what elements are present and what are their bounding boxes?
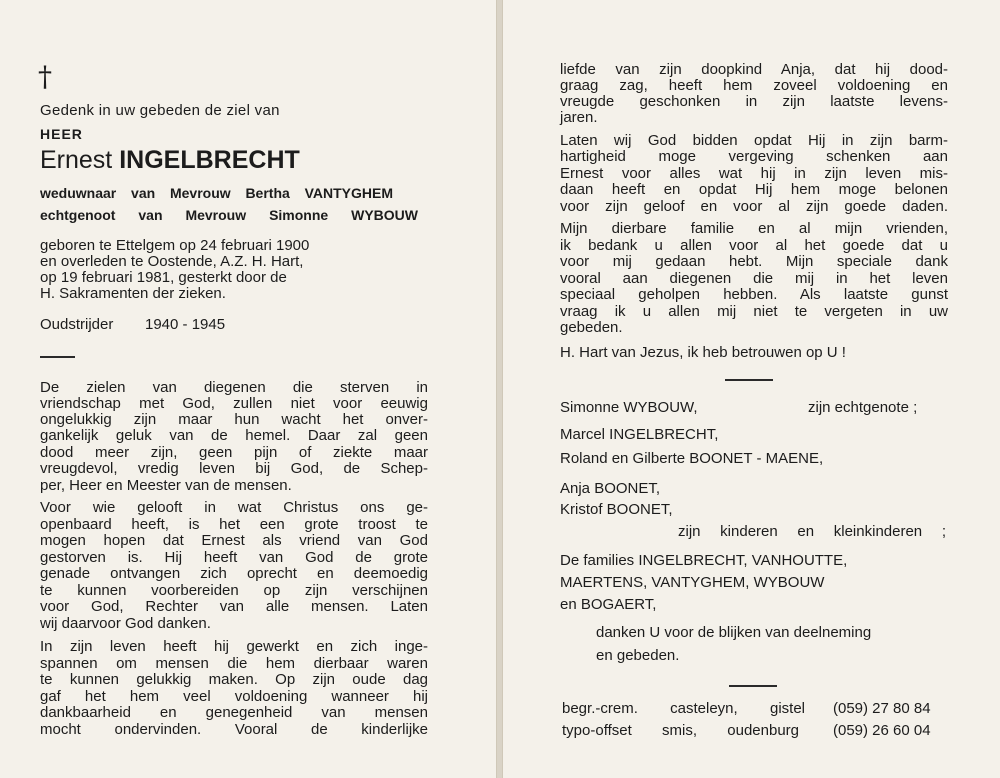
- text-line: jaren.: [560, 109, 598, 126]
- family-line: De families INGELBRECHT, VANHOUTTE,: [560, 552, 848, 569]
- text-line: mogen hopen dat Ernest als vriend van God: [40, 532, 428, 549]
- gedenk-line: Gedenk in uw gebeden de ziel van: [40, 102, 280, 119]
- printer-phone: (059) 27 80 84: [833, 700, 931, 717]
- text-line: mocht ondervinden. Vooral de kinderlijke: [40, 721, 428, 738]
- text-line: voor zijn geloof en voor al zijn goede daden.: [560, 198, 948, 215]
- text-line: De zielen van diegenen die sterven in: [40, 379, 428, 396]
- text-line: liefde van zijn doopkind Anja, dat hij dood-: [560, 61, 948, 78]
- text-line: vriendschap met God, zullen niet voor eeuwig: [40, 395, 428, 412]
- deceased-name: [40, 146, 300, 174]
- right-page: [502, 0, 1000, 778]
- spouse-name: Simonne WYBOUW,: [560, 399, 698, 416]
- text-line: Laten wij God bidden opdat Hij in zijn barm-: [560, 132, 948, 149]
- text-line: graag zag, heeft hem zoveel voldoening en: [560, 77, 948, 94]
- text-line: dood meer zijn, geen pijn of ziekte maar: [40, 444, 428, 461]
- text-line: ik bedank u allen voor al het goede dat u: [560, 237, 948, 254]
- printer-phone: (059) 26 60 04: [833, 722, 931, 739]
- text-line: dankbaarheid en genegenheid van mensen: [40, 704, 428, 721]
- child-line: Marcel INGELBRECHT,: [560, 426, 719, 443]
- text-line: In zijn leven heeft hij gewerkt en zich inge-: [40, 638, 428, 655]
- thanks-line: en gebeden.: [596, 647, 680, 664]
- text-line: te kunnen gelukkig maken. Op zijn oude dag: [40, 671, 428, 688]
- first-name: Ernest: [40, 146, 113, 174]
- text-line: Ernest voor alles wat hij in zijn leven mis-: [560, 165, 948, 182]
- divider: [729, 685, 777, 687]
- text-line: gankelijk geluk van de hemel. Daar zal geen: [40, 427, 428, 444]
- text-line: vraag ik u allen mij niet te vergeten in uw: [560, 303, 948, 320]
- text-line: voor God, Rechter van alle mensen. Laten: [40, 598, 428, 615]
- text-line: ongelukkig zijn maar hun wacht het onver-: [40, 411, 428, 428]
- family-line: MAERTENS, VANTYGHEM, WYBOUW: [560, 574, 825, 591]
- cross-icon: †: [38, 60, 52, 93]
- spouse-role: zijn echtgenote ;: [808, 399, 918, 416]
- veteran-years: 1940 - 1945: [145, 316, 226, 333]
- left-page: [0, 0, 497, 778]
- text-line: gaf het hem veel voldoening wanneer hij: [40, 688, 428, 705]
- birth-line: op 19 februari 1981, gesterkt door de: [40, 269, 287, 286]
- text-line: speciaal geholpen hebben. Als laatste gunst: [560, 286, 948, 303]
- text-line: gestorven is. Hij heeft van God de grote: [40, 549, 428, 566]
- text-line: voor mij gedaan hebt. Mijn speciale dank: [560, 253, 948, 270]
- text-line: spannen om mensen die hem dierbaar waren: [40, 655, 428, 672]
- children-role: zijn kinderen en kleinkinderen ;: [678, 523, 946, 540]
- birth-line: geboren te Ettelgem op 24 februari 1900: [40, 237, 310, 254]
- heer-title: HEER: [40, 126, 83, 142]
- text-line: hartigheid moge vergeving schenken aan: [560, 148, 948, 165]
- last-name: INGELBRECHT: [119, 146, 300, 174]
- thanks-line: danken U voor de blijken van deelneming: [596, 624, 872, 641]
- divider: [725, 379, 773, 381]
- grandchild-line: Kristof BOONET,: [560, 501, 673, 518]
- printer-name: begr.-crem. casteleyn, gistel: [562, 700, 805, 717]
- veteran-label: Oudstrijder: [40, 316, 114, 333]
- prayer-line: H. Hart van Jezus, ik heb betrouwen op U !: [560, 344, 846, 361]
- spouse-line: echtgenoot van Mevrouw Simonne WYBOUW: [40, 207, 418, 223]
- text-line: wij daarvoor God danken.: [40, 615, 211, 632]
- birth-line: en overleden te Oostende, A.Z. H. Hart,: [40, 253, 304, 270]
- text-line: daan heeft en opdat Hij hem moge belonen: [560, 181, 948, 198]
- text-line: gebeden.: [560, 319, 623, 336]
- text-line: Voor wie gelooft in wat Christus ons ge-: [40, 499, 428, 516]
- widower-line: weduwnaar van Mevrouw Bertha VANTYGHEM: [40, 185, 393, 201]
- text-line: te kunnen voorbereiden op zijn verschijnen: [40, 582, 428, 599]
- grandchild-line: Anja BOONET,: [560, 480, 661, 497]
- text-line: Mijn dierbare familie en al mijn vrienden,: [560, 220, 948, 237]
- text-line: genade ontvangen zich oprecht en deemoedig: [40, 565, 428, 582]
- printer-name: typo-offset smis, oudenburg: [562, 722, 799, 739]
- child-line: Roland en Gilberte BOONET - MAENE,: [560, 450, 824, 467]
- text-line: per, Heer en Meester van de mensen.: [40, 477, 292, 494]
- text-line: vreugde geschonken in zijn laatste levens-: [560, 93, 948, 110]
- text-line: vooral aan diegenen die mij in het leven: [560, 270, 948, 287]
- family-line: en BOGAERT,: [560, 596, 657, 613]
- divider: [40, 356, 75, 358]
- text-line: openbaard heeft, is het een grote troost te: [40, 516, 428, 533]
- text-line: vreugdevol, vredig leven bij God, de Schep-: [40, 460, 428, 477]
- birth-line: H. Sakramenten der zieken.: [40, 285, 226, 302]
